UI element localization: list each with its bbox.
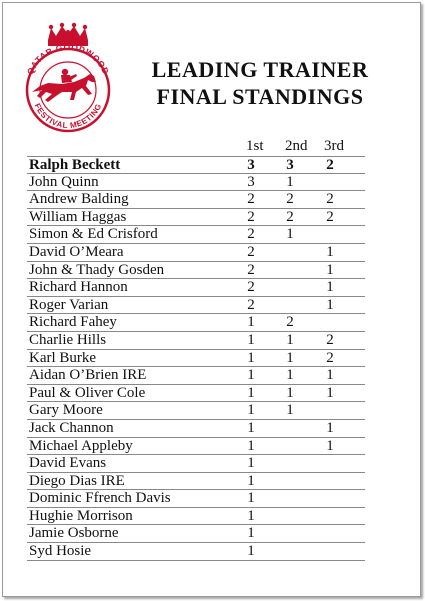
table-row	[27, 508, 365, 526]
second-place-count: 1	[286, 402, 294, 419]
first-place-count: 1	[247, 507, 255, 524]
trainer-name: Syd Hosie	[29, 543, 92, 560]
second-place-count: 2	[286, 314, 294, 331]
table-row	[27, 279, 365, 297]
trainer-name: William Haggas	[29, 208, 127, 225]
first-place-count: 2	[247, 191, 255, 208]
first-place-count: 2	[247, 279, 255, 296]
table-row	[27, 525, 365, 543]
third-place-count: 1	[326, 261, 334, 278]
trainer-name: Michael Appleby	[29, 437, 133, 454]
trainer-name: David O’Meara	[29, 243, 124, 260]
third-place-count: 2	[326, 349, 334, 366]
third-place-count: 1	[326, 437, 334, 454]
trainer-name: Paul & Oliver Cole	[29, 384, 146, 401]
table-row	[27, 226, 365, 244]
svg-text:FESTIVAL MEETING: FESTIVAL MEETING	[32, 101, 104, 131]
table-row	[27, 332, 365, 350]
first-place-count: 1	[247, 402, 255, 419]
table-row	[27, 438, 365, 456]
table-row	[27, 385, 365, 403]
first-place-count: 1	[247, 543, 255, 560]
trainer-name: John Quinn	[29, 173, 99, 190]
trainer-name: Richard Fahey	[29, 314, 117, 331]
third-place-count: 2	[326, 331, 334, 348]
trainer-name: Jack Channon	[29, 419, 114, 436]
first-place-count: 2	[247, 296, 255, 313]
trainer-name: Simon & Ed Crisford	[29, 226, 158, 243]
first-place-count: 1	[247, 367, 255, 384]
second-place-count: 1	[286, 173, 294, 190]
trainer-name: Aidan O’Brien IRE	[29, 367, 147, 384]
column-header-2nd: 2nd	[285, 138, 308, 154]
first-place-count: 3	[247, 157, 255, 173]
trainer-name: Dominic Ffrench Davis	[29, 490, 171, 507]
third-place-count: 1	[326, 384, 334, 401]
trainer-name: Gary Moore	[29, 402, 103, 419]
third-place-count: 1	[326, 367, 334, 384]
trainer-name: Charlie Hills	[29, 331, 107, 348]
second-place-count: 1	[286, 384, 294, 401]
third-place-count: 1	[326, 279, 334, 296]
second-place-count: 1	[286, 367, 294, 384]
first-place-count: 1	[247, 349, 255, 366]
table-row	[27, 455, 365, 473]
table-row	[27, 420, 365, 438]
first-place-count: 1	[247, 314, 255, 331]
table-row	[27, 244, 365, 262]
table-row	[27, 543, 365, 561]
second-place-count: 1	[286, 349, 294, 366]
first-place-count: 2	[247, 243, 255, 260]
second-place-count: 2	[286, 191, 294, 208]
page-title-line2: FINAL STANDINGS	[156, 84, 364, 109]
first-place-count: 1	[247, 490, 255, 507]
first-place-count: 1	[247, 437, 255, 454]
column-header-1st: 1st	[246, 138, 264, 154]
first-place-count: 1	[247, 455, 255, 472]
second-place-count: 1	[286, 226, 294, 243]
table-row	[27, 402, 365, 420]
third-place-count: 2	[326, 157, 334, 173]
third-place-count: 2	[326, 191, 334, 208]
third-place-count: 1	[326, 296, 334, 313]
trainer-name: John & Thady Gosden	[29, 261, 165, 278]
page-title-line1: LEADING TRAINER	[151, 57, 369, 82]
svg-text:QATAR GOODWOOD: QATAR GOODWOOD	[24, 41, 112, 77]
trainer-name: Hughie Morrison	[29, 507, 133, 524]
table-row	[27, 490, 365, 508]
table-row	[27, 209, 365, 227]
qatar-goodwood-festival-logo	[18, 22, 118, 152]
first-place-count: 1	[247, 525, 255, 542]
table-row	[27, 473, 365, 491]
first-place-count: 1	[247, 384, 255, 401]
second-place-count: 2	[286, 208, 294, 225]
trainer-name: David Evans	[29, 455, 107, 472]
first-place-count: 3	[247, 173, 255, 190]
first-place-count: 2	[247, 226, 255, 243]
table-row	[27, 367, 365, 385]
trainer-name: Ralph Beckett	[29, 157, 121, 173]
table-row	[27, 191, 365, 209]
third-place-count: 1	[326, 243, 334, 260]
horse-icon	[32, 69, 96, 102]
trainer-name: Andrew Balding	[29, 191, 129, 208]
first-place-count: 1	[247, 472, 255, 489]
standings-table	[27, 156, 365, 561]
table-row	[27, 297, 365, 315]
trainer-name: Jamie Osborne	[29, 525, 119, 542]
table-row	[27, 262, 365, 280]
first-place-count: 1	[247, 419, 255, 436]
second-place-count: 3	[286, 157, 294, 173]
table-row	[27, 314, 365, 332]
trainer-name: Karl Burke	[29, 349, 97, 366]
first-place-count: 2	[247, 208, 255, 225]
first-place-count: 1	[247, 331, 255, 348]
trainer-name: Diego Dias IRE	[29, 472, 125, 489]
trainer-name: Richard Hannon	[29, 279, 128, 296]
table-row	[27, 174, 365, 192]
trainer-name: Roger Varian	[29, 296, 109, 313]
third-place-count: 1	[326, 419, 334, 436]
column-header-3rd: 3rd	[324, 138, 344, 154]
first-place-count: 2	[247, 261, 255, 278]
third-place-count: 2	[326, 208, 334, 225]
table-row	[27, 350, 365, 368]
second-place-count: 1	[286, 331, 294, 348]
table-row	[27, 156, 365, 174]
